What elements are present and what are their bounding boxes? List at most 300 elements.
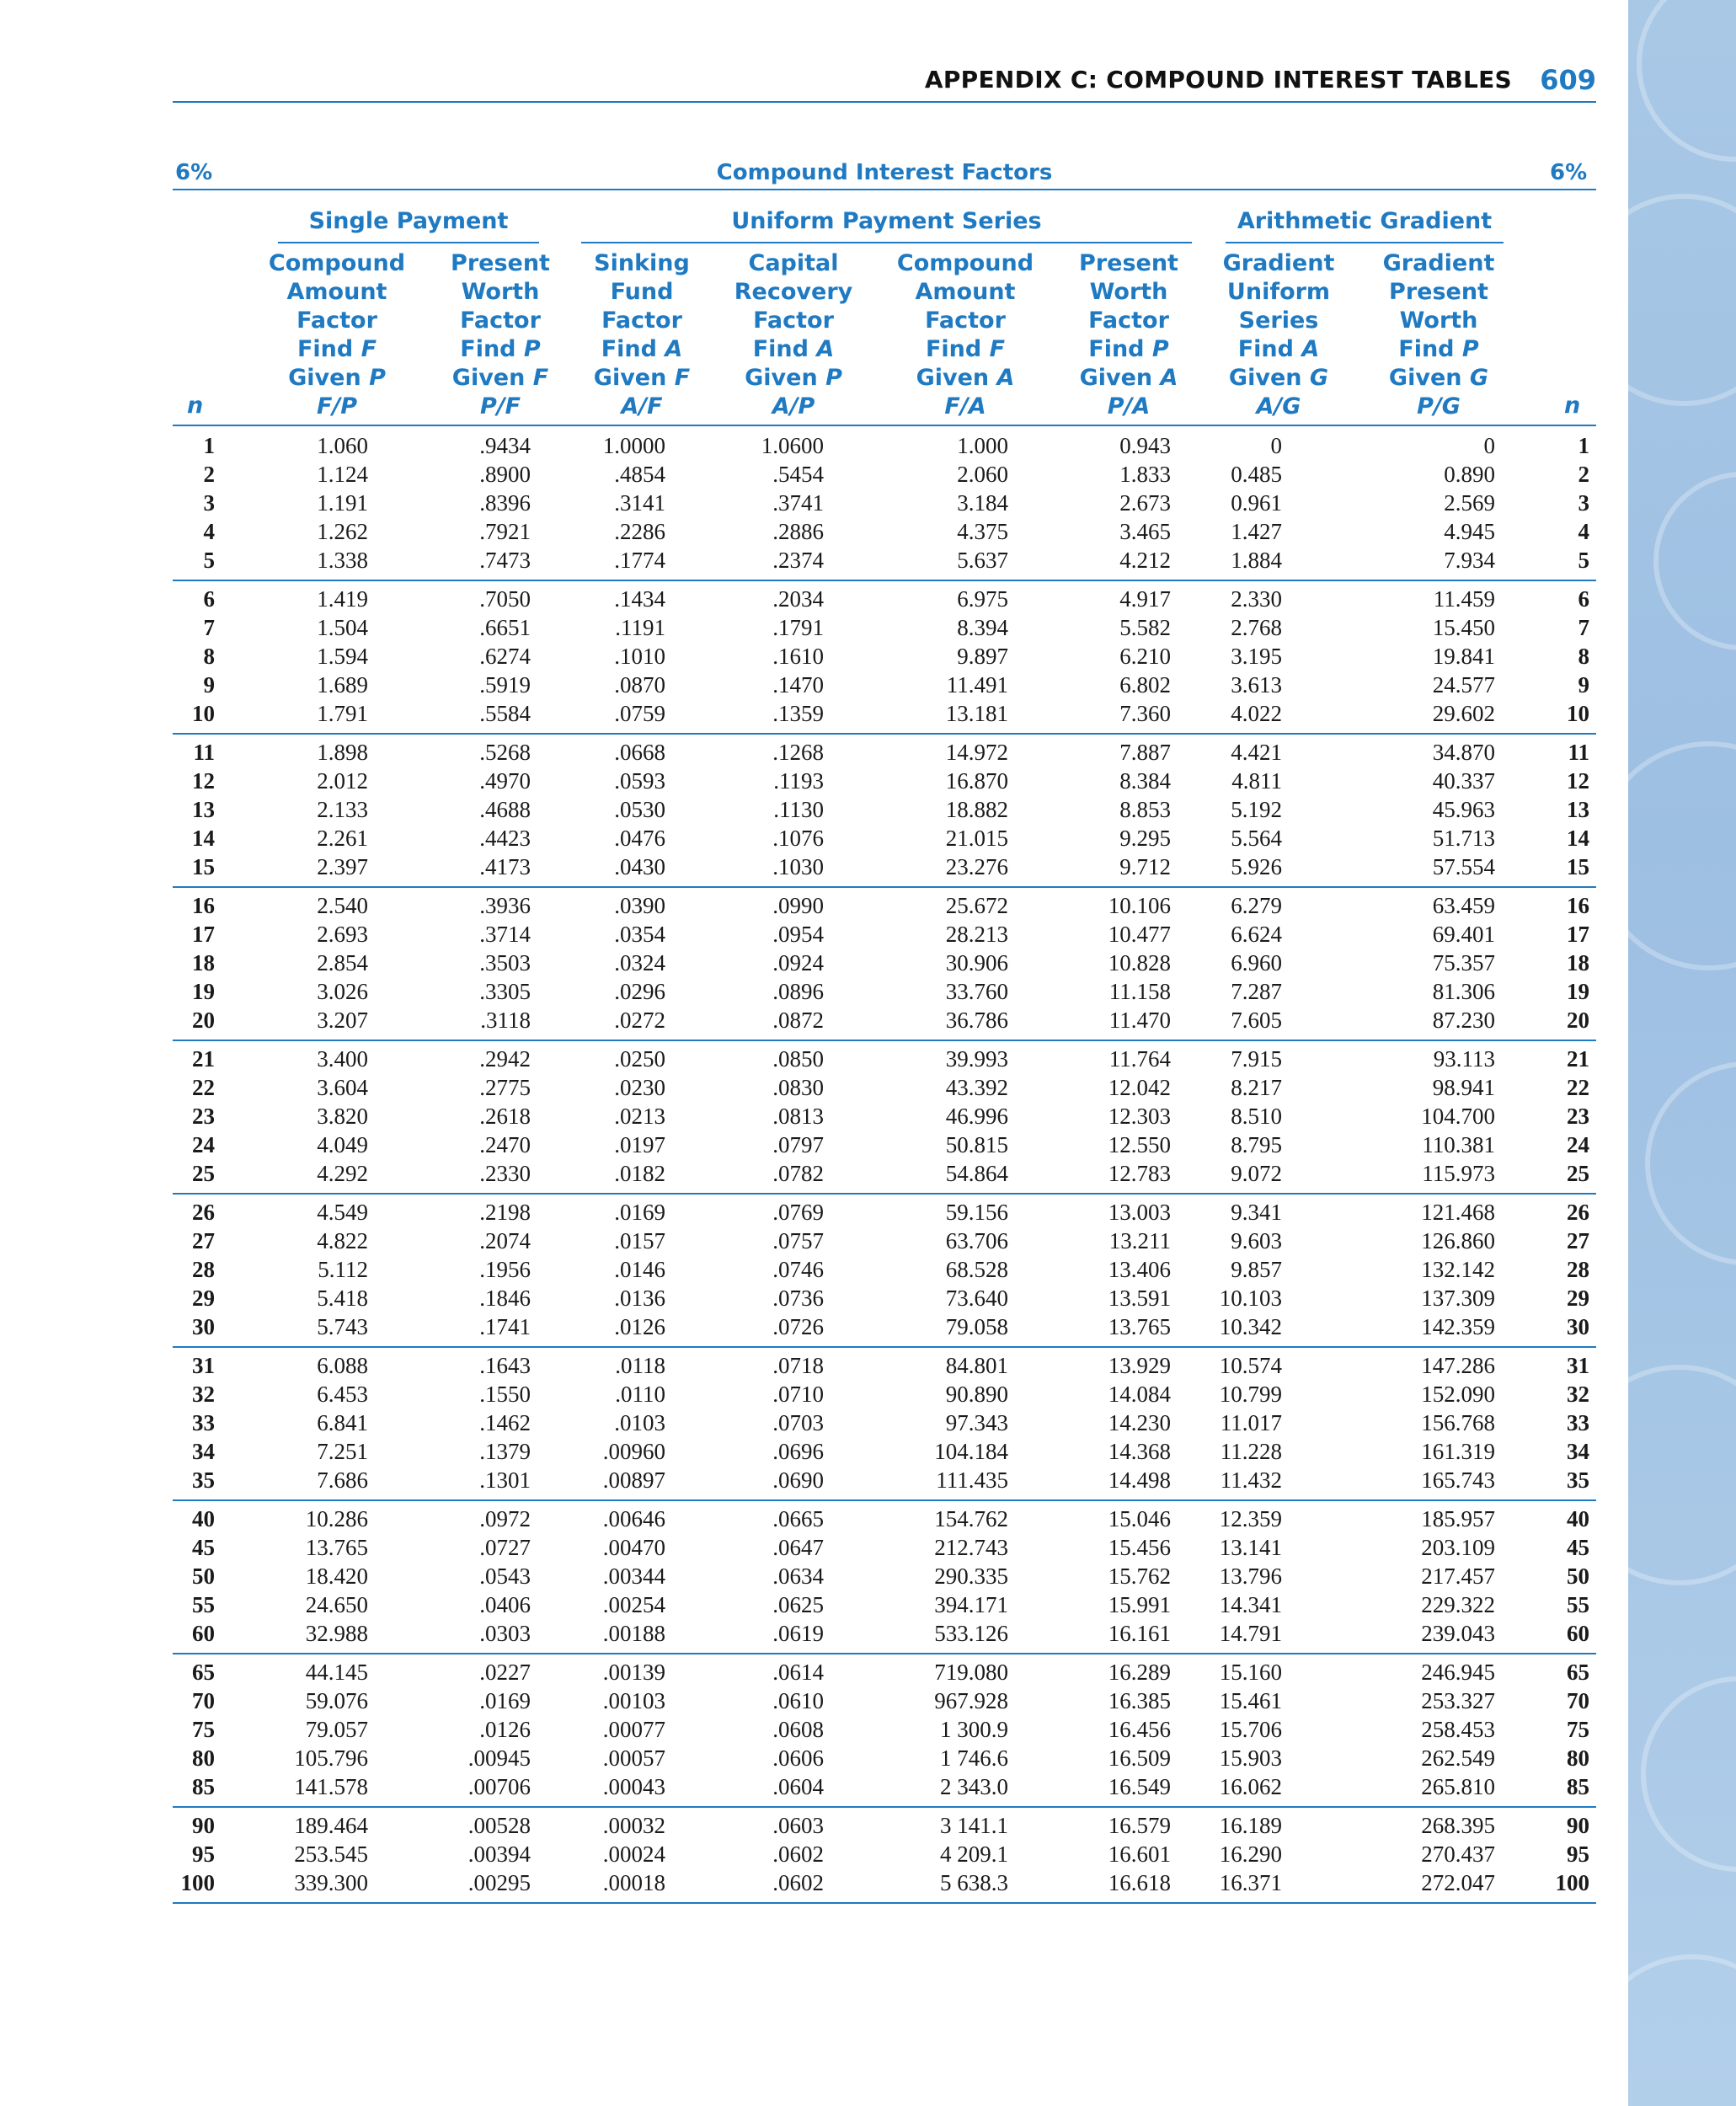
table-row bbox=[0, 922, 1589, 950]
factor-value: .3503 bbox=[479, 950, 531, 975]
row-n-left: 21 bbox=[192, 1046, 215, 1072]
factor-value: 6.279 bbox=[1231, 893, 1282, 918]
column-header-symbol: F bbox=[989, 336, 1006, 362]
factor-value: .0213 bbox=[614, 1104, 665, 1129]
column-header-symbol: P bbox=[825, 365, 842, 391]
factor-value: 5.418 bbox=[317, 1286, 368, 1311]
factor-value: .7050 bbox=[479, 586, 531, 612]
factor-value: 1.833 bbox=[1119, 462, 1171, 487]
factor-value: .00470 bbox=[602, 1535, 665, 1560]
factor-value: 132.142 bbox=[1421, 1257, 1495, 1282]
row-n-right: 30 bbox=[1567, 1314, 1589, 1339]
row-n-right: 9 bbox=[1578, 672, 1589, 698]
column-header-symbol: G bbox=[1469, 365, 1489, 391]
factor-value: .1268 bbox=[772, 740, 824, 765]
column-header-text: Find bbox=[1237, 336, 1294, 362]
factor-value: 84.801 bbox=[945, 1353, 1008, 1378]
column-header bbox=[1194, 249, 1363, 421]
factor-value: 4.375 bbox=[957, 519, 1008, 544]
column-header-given bbox=[1194, 364, 1363, 393]
group-arithmetic-gradient: Arithmetic Gradient bbox=[1237, 208, 1493, 234]
title-rule bbox=[173, 189, 1596, 190]
factor-value: 7.686 bbox=[317, 1467, 368, 1493]
table-row bbox=[0, 1228, 1589, 1257]
factor-value: .0668 bbox=[614, 740, 665, 765]
factor-value: .0647 bbox=[772, 1535, 824, 1560]
table-row-group bbox=[173, 735, 1596, 888]
column-header-line bbox=[881, 307, 1050, 335]
column-header-text: Amount bbox=[286, 279, 387, 305]
row-n-right: 11 bbox=[1568, 740, 1589, 765]
column-header-find bbox=[881, 335, 1050, 364]
factor-value: 0.890 bbox=[1444, 462, 1495, 487]
column-header-text: Given bbox=[593, 365, 667, 391]
table-row bbox=[0, 1161, 1589, 1189]
factor-value: 6.975 bbox=[957, 586, 1008, 612]
factor-value: .0782 bbox=[772, 1161, 824, 1186]
factor-value: 5.582 bbox=[1119, 615, 1171, 640]
factor-value: 14.368 bbox=[1108, 1439, 1171, 1464]
header-rule bbox=[173, 425, 1596, 426]
group-rule-gradient bbox=[1226, 242, 1504, 243]
factor-value: 258.453 bbox=[1421, 1717, 1495, 1742]
factor-value: 73.640 bbox=[945, 1286, 1008, 1311]
factor-value: .0990 bbox=[772, 893, 824, 918]
factor-value: 3.465 bbox=[1119, 519, 1171, 544]
factor-value: .2374 bbox=[772, 548, 824, 573]
factor-value: 217.457 bbox=[1421, 1563, 1495, 1589]
factor-value: .2034 bbox=[772, 586, 824, 612]
row-n-right: 90 bbox=[1567, 1813, 1589, 1838]
table-row-group bbox=[173, 1654, 1596, 1808]
row-n-left: 90 bbox=[192, 1813, 215, 1838]
factor-value: 15.450 bbox=[1432, 615, 1495, 640]
factor-value: .3141 bbox=[614, 490, 665, 516]
factor-value: 265.810 bbox=[1421, 1774, 1495, 1799]
factor-value: 5.564 bbox=[1231, 826, 1282, 851]
column-header-given bbox=[253, 364, 421, 393]
factor-value: 0 bbox=[1483, 433, 1495, 458]
row-n-left: 8 bbox=[203, 644, 215, 669]
table-row bbox=[0, 1132, 1589, 1161]
factor-value: .2775 bbox=[479, 1075, 531, 1100]
factor-value: 7.605 bbox=[1231, 1008, 1282, 1033]
column-header-symbol: P bbox=[1461, 336, 1479, 362]
factor-value: .0718 bbox=[772, 1353, 824, 1378]
factor-value: 8.217 bbox=[1231, 1075, 1282, 1100]
row-n-right: 60 bbox=[1567, 1621, 1589, 1646]
factor-value: 9.897 bbox=[957, 644, 1008, 669]
factor-value: .0972 bbox=[479, 1506, 531, 1531]
factor-value: .0169 bbox=[614, 1200, 665, 1225]
factor-value: 719.080 bbox=[934, 1660, 1008, 1685]
factor-value: .00043 bbox=[602, 1774, 665, 1799]
factor-value: .0197 bbox=[614, 1132, 665, 1157]
factor-value: 63.706 bbox=[945, 1228, 1008, 1253]
factor-value: .0593 bbox=[614, 768, 665, 794]
column-header-text: Capital bbox=[748, 250, 839, 276]
row-n-right: 25 bbox=[1567, 1161, 1589, 1186]
group-single-payment: Single Payment bbox=[308, 208, 509, 234]
row-n-left: 9 bbox=[203, 672, 215, 698]
table-row bbox=[0, 433, 1589, 462]
table-row bbox=[0, 548, 1589, 576]
table-row bbox=[0, 768, 1589, 797]
factor-value: 18.882 bbox=[945, 797, 1008, 822]
row-n-right: 12 bbox=[1567, 768, 1589, 794]
column-header-text: Given bbox=[1228, 365, 1302, 391]
factor-value: .00706 bbox=[467, 1774, 531, 1799]
factor-value: .2198 bbox=[479, 1200, 531, 1225]
factor-value: 154.762 bbox=[934, 1506, 1008, 1531]
column-header-symbol: A bbox=[1160, 365, 1178, 391]
factor-value: .0296 bbox=[614, 979, 665, 1004]
running-head-title: APPENDIX C: COMPOUND INTEREST TABLES bbox=[924, 66, 1512, 94]
factor-value: 4.811 bbox=[1231, 768, 1282, 794]
factor-value: 14.791 bbox=[1219, 1621, 1282, 1646]
column-header-line bbox=[1194, 307, 1363, 335]
row-n-left: 20 bbox=[192, 1008, 215, 1033]
row-n-right: 85 bbox=[1567, 1774, 1589, 1799]
factor-value: .00024 bbox=[602, 1841, 665, 1867]
row-n-right: 29 bbox=[1567, 1286, 1589, 1311]
running-head bbox=[173, 64, 1596, 103]
column-header-symbol: P bbox=[523, 336, 541, 362]
row-n-right: 7 bbox=[1578, 615, 1589, 640]
factor-value: 147.286 bbox=[1421, 1353, 1495, 1378]
factor-value: .0169 bbox=[479, 1688, 531, 1713]
factor-value: 339.300 bbox=[294, 1870, 368, 1895]
factor-value: 11.764 bbox=[1108, 1046, 1171, 1072]
table-row bbox=[0, 644, 1589, 672]
table-row bbox=[0, 1535, 1589, 1563]
column-header-text: Worth bbox=[461, 279, 540, 305]
column-header-text: Find bbox=[1398, 336, 1455, 362]
table-row bbox=[0, 1745, 1589, 1774]
factor-value: 1.689 bbox=[317, 672, 368, 698]
factor-value: .0813 bbox=[772, 1104, 824, 1129]
column-header-text: Amount bbox=[915, 279, 1016, 305]
factor-value: 5.192 bbox=[1231, 797, 1282, 822]
table-row bbox=[0, 1257, 1589, 1286]
factor-value: 6.802 bbox=[1119, 672, 1171, 698]
factor-value: 16.618 bbox=[1108, 1870, 1171, 1895]
factor-value: 18.420 bbox=[305, 1563, 368, 1589]
row-n-right: 17 bbox=[1567, 922, 1589, 947]
factor-value: 3.604 bbox=[317, 1075, 368, 1100]
row-n-left: 13 bbox=[192, 797, 215, 822]
column-header-given bbox=[1354, 364, 1523, 393]
column-notation-text: A/G bbox=[1256, 393, 1301, 420]
row-n-left: 55 bbox=[192, 1592, 215, 1617]
factor-value: 40.337 bbox=[1432, 768, 1495, 794]
column-header-find bbox=[558, 335, 726, 364]
factor-value: 9.712 bbox=[1119, 854, 1171, 879]
row-n-right: 80 bbox=[1567, 1745, 1589, 1771]
factor-value: 11.459 bbox=[1433, 586, 1495, 612]
factor-value: 29.602 bbox=[1432, 701, 1495, 726]
factor-value: 16.189 bbox=[1219, 1813, 1282, 1838]
column-notation-text: P/G bbox=[1417, 393, 1461, 420]
factor-value: .00897 bbox=[602, 1467, 665, 1493]
factor-value: 161.319 bbox=[1421, 1439, 1495, 1464]
factor-value: 4 209.1 bbox=[940, 1841, 1008, 1867]
row-n-left: 60 bbox=[192, 1621, 215, 1646]
factor-value: 16.870 bbox=[945, 768, 1008, 794]
row-n-left: 28 bbox=[192, 1257, 215, 1282]
column-header-text: Compound bbox=[268, 250, 406, 276]
factor-value: 14.230 bbox=[1108, 1410, 1171, 1435]
factor-value: .0272 bbox=[614, 1008, 665, 1033]
factor-value: 5.637 bbox=[957, 548, 1008, 573]
row-n-left: 25 bbox=[192, 1161, 215, 1186]
factor-value: .0634 bbox=[772, 1563, 824, 1589]
table-title: Compound Interest Factors bbox=[716, 160, 1053, 185]
row-n-left: 5 bbox=[203, 548, 215, 573]
factor-value: .3714 bbox=[479, 922, 531, 947]
column-header-text: Factor bbox=[460, 307, 541, 334]
factor-value: .00295 bbox=[467, 1870, 531, 1895]
factor-value: 1.0000 bbox=[602, 433, 665, 458]
factor-value: 1.262 bbox=[317, 519, 368, 544]
factor-value: .0736 bbox=[772, 1286, 824, 1311]
row-n-left: 70 bbox=[192, 1688, 215, 1713]
factor-value: 24.577 bbox=[1432, 672, 1495, 698]
factor-value: .1193 bbox=[773, 768, 824, 794]
factor-value: 68.528 bbox=[945, 1257, 1008, 1282]
factor-value: 4.421 bbox=[1231, 740, 1282, 765]
row-n-left: 29 bbox=[192, 1286, 215, 1311]
factor-value: 24.650 bbox=[305, 1592, 368, 1617]
factor-value: 15.046 bbox=[1108, 1506, 1171, 1531]
factor-value: 9.295 bbox=[1119, 826, 1171, 851]
factor-value: .0896 bbox=[772, 979, 824, 1004]
row-n-left: 22 bbox=[192, 1075, 215, 1100]
factor-value: 9.341 bbox=[1231, 1200, 1282, 1225]
factor-value: 7.934 bbox=[1444, 548, 1495, 573]
factor-value: 21.015 bbox=[945, 826, 1008, 851]
factor-value: .0602 bbox=[772, 1841, 824, 1867]
column-header-line bbox=[558, 307, 726, 335]
factor-value: .8900 bbox=[479, 462, 531, 487]
column-header-text: Factor bbox=[753, 307, 834, 334]
table-row bbox=[0, 1870, 1589, 1899]
factor-value: .1610 bbox=[772, 644, 824, 669]
factor-value: 1 300.9 bbox=[940, 1717, 1008, 1742]
factor-value: 13.181 bbox=[945, 701, 1008, 726]
factor-value: 25.672 bbox=[945, 893, 1008, 918]
factor-value: .00077 bbox=[602, 1717, 665, 1742]
row-n-left: 2 bbox=[203, 462, 215, 487]
table-row bbox=[0, 1688, 1589, 1717]
factor-value: 13.591 bbox=[1108, 1286, 1171, 1311]
row-n-left: 14 bbox=[192, 826, 215, 851]
factor-value: 2.261 bbox=[317, 826, 368, 851]
column-header-line bbox=[253, 249, 421, 278]
factor-value: 44.145 bbox=[305, 1660, 368, 1685]
factor-value: .5454 bbox=[772, 462, 824, 487]
column-header-symbol: A bbox=[996, 365, 1015, 391]
column-header-line bbox=[558, 249, 726, 278]
factor-value: 126.860 bbox=[1421, 1228, 1495, 1253]
factor-value: .0543 bbox=[479, 1563, 531, 1589]
factor-value: 246.945 bbox=[1421, 1660, 1495, 1685]
factor-value: .8396 bbox=[479, 490, 531, 516]
table-row bbox=[0, 1286, 1589, 1314]
row-n-right: 45 bbox=[1567, 1535, 1589, 1560]
factor-value: .5268 bbox=[479, 740, 531, 765]
factor-value: .1550 bbox=[479, 1382, 531, 1407]
table-row-group bbox=[173, 1501, 1596, 1654]
factor-value: 12.303 bbox=[1108, 1104, 1171, 1129]
factor-value: 16.161 bbox=[1108, 1621, 1171, 1646]
column-header bbox=[558, 249, 726, 421]
factor-value: 0.485 bbox=[1231, 462, 1282, 487]
factor-value: .3305 bbox=[479, 979, 531, 1004]
factor-value: 34.870 bbox=[1432, 740, 1495, 765]
column-header-symbol: P bbox=[369, 365, 386, 391]
factor-value: 15.706 bbox=[1219, 1717, 1282, 1742]
row-n-right: 20 bbox=[1567, 1008, 1589, 1033]
factor-value: 4.292 bbox=[317, 1161, 368, 1186]
factor-value: .0759 bbox=[614, 701, 665, 726]
column-header-text: Find bbox=[925, 336, 982, 362]
factor-value: 87.230 bbox=[1432, 1008, 1495, 1033]
factor-value: .0602 bbox=[772, 1870, 824, 1895]
factor-value: 121.468 bbox=[1421, 1200, 1495, 1225]
row-n-right: 65 bbox=[1567, 1660, 1589, 1685]
factor-value: 13.141 bbox=[1219, 1535, 1282, 1560]
factor-value: 39.993 bbox=[945, 1046, 1008, 1072]
factor-value: .0354 bbox=[614, 922, 665, 947]
factor-value: 16.509 bbox=[1108, 1745, 1171, 1771]
row-n-right: 95 bbox=[1567, 1841, 1589, 1867]
row-n-left: 16 bbox=[192, 893, 215, 918]
factor-value: 4.022 bbox=[1231, 701, 1282, 726]
column-notation bbox=[253, 393, 421, 421]
factor-value: 14.972 bbox=[945, 740, 1008, 765]
factor-value: .0703 bbox=[772, 1410, 824, 1435]
factor-value: 10.477 bbox=[1108, 922, 1171, 947]
factor-value: 10.106 bbox=[1108, 893, 1171, 918]
factor-value: .00018 bbox=[602, 1870, 665, 1895]
column-notation bbox=[1354, 393, 1523, 421]
coin-image bbox=[1628, 194, 1736, 406]
factor-value: 15.456 bbox=[1108, 1535, 1171, 1560]
factor-value: .0727 bbox=[479, 1535, 531, 1560]
factor-value: .1010 bbox=[614, 644, 665, 669]
column-header-given bbox=[1044, 364, 1213, 393]
factor-value: 11.491 bbox=[946, 672, 1008, 698]
row-n-right: 14 bbox=[1567, 826, 1589, 851]
table-row-group bbox=[173, 888, 1596, 1041]
factor-value: 1.124 bbox=[317, 462, 368, 487]
factor-value: 2.133 bbox=[317, 797, 368, 822]
factor-value: 19.841 bbox=[1432, 644, 1495, 669]
row-n-left: 23 bbox=[192, 1104, 215, 1129]
column-header bbox=[709, 249, 878, 421]
factor-value: 97.343 bbox=[945, 1410, 1008, 1435]
table-row bbox=[0, 1008, 1589, 1036]
factor-value: 6.841 bbox=[317, 1410, 368, 1435]
column-header-text: Factor bbox=[296, 307, 377, 334]
column-header-line bbox=[558, 278, 726, 307]
column-header-symbol: A bbox=[1301, 336, 1320, 362]
column-notation-text: P/A bbox=[1107, 393, 1151, 420]
table-row bbox=[0, 1467, 1589, 1496]
factor-value: 7.360 bbox=[1119, 701, 1171, 726]
factor-value: .0103 bbox=[614, 1410, 665, 1435]
n-column-header-right: n bbox=[1564, 393, 1581, 419]
factor-value: .7473 bbox=[479, 548, 531, 573]
factor-value: 212.743 bbox=[934, 1535, 1008, 1560]
factor-value: 93.113 bbox=[1433, 1046, 1495, 1072]
table-row-group bbox=[173, 1808, 1596, 1904]
column-header-text: Given bbox=[288, 365, 361, 391]
factor-value: .5584 bbox=[479, 701, 531, 726]
column-header-line bbox=[253, 307, 421, 335]
column-header-find bbox=[253, 335, 421, 364]
factor-value: 98.941 bbox=[1432, 1075, 1495, 1100]
column-notation bbox=[881, 393, 1050, 421]
table-row bbox=[0, 672, 1589, 701]
factor-value: 2.540 bbox=[317, 893, 368, 918]
factor-value: .0227 bbox=[479, 1660, 531, 1685]
table-row-group bbox=[173, 581, 1596, 735]
factor-value: .4854 bbox=[614, 462, 665, 487]
factor-value: 189.464 bbox=[294, 1813, 368, 1838]
factor-value: 13.765 bbox=[305, 1535, 368, 1560]
factor-value: 2.397 bbox=[317, 854, 368, 879]
factor-value: 110.381 bbox=[1422, 1132, 1495, 1157]
factor-value: 1.338 bbox=[317, 548, 368, 573]
factor-value: 16.062 bbox=[1219, 1774, 1282, 1799]
factor-value: 10.286 bbox=[305, 1506, 368, 1531]
factor-value: 16.290 bbox=[1219, 1841, 1282, 1867]
row-n-left: 75 bbox=[192, 1717, 215, 1742]
factor-value: 69.401 bbox=[1432, 922, 1495, 947]
factor-value: 13.406 bbox=[1108, 1257, 1171, 1282]
table-row-group bbox=[173, 1041, 1596, 1195]
factor-value: 51.713 bbox=[1432, 826, 1495, 851]
factor-value: .0146 bbox=[614, 1257, 665, 1282]
row-n-right: 2 bbox=[1578, 462, 1589, 487]
table-row bbox=[0, 979, 1589, 1008]
factor-value: 11.228 bbox=[1220, 1439, 1282, 1464]
factor-value: 229.322 bbox=[1421, 1592, 1495, 1617]
factor-value: .3936 bbox=[479, 893, 531, 918]
factor-value: 16.289 bbox=[1108, 1660, 1171, 1685]
factor-value: .0614 bbox=[772, 1660, 824, 1685]
factor-value: 12.550 bbox=[1108, 1132, 1171, 1157]
factor-value: 1.427 bbox=[1231, 519, 1282, 544]
column-header-line bbox=[1194, 278, 1363, 307]
factor-value: .0476 bbox=[614, 826, 665, 851]
column-header-symbol: F bbox=[674, 365, 691, 391]
row-n-right: 31 bbox=[1567, 1353, 1589, 1378]
row-n-left: 65 bbox=[192, 1660, 215, 1685]
table-row bbox=[0, 1660, 1589, 1688]
table-row bbox=[0, 854, 1589, 883]
row-n-right: 27 bbox=[1567, 1228, 1589, 1253]
row-n-left: 30 bbox=[192, 1314, 215, 1339]
row-n-right: 1 bbox=[1578, 433, 1589, 458]
column-header-text: Gradient bbox=[1382, 250, 1495, 276]
page-number: 609 bbox=[1540, 64, 1596, 96]
factor-value: .0136 bbox=[614, 1286, 665, 1311]
factor-value: 2 343.0 bbox=[940, 1774, 1008, 1799]
row-n-left: 27 bbox=[192, 1228, 215, 1253]
